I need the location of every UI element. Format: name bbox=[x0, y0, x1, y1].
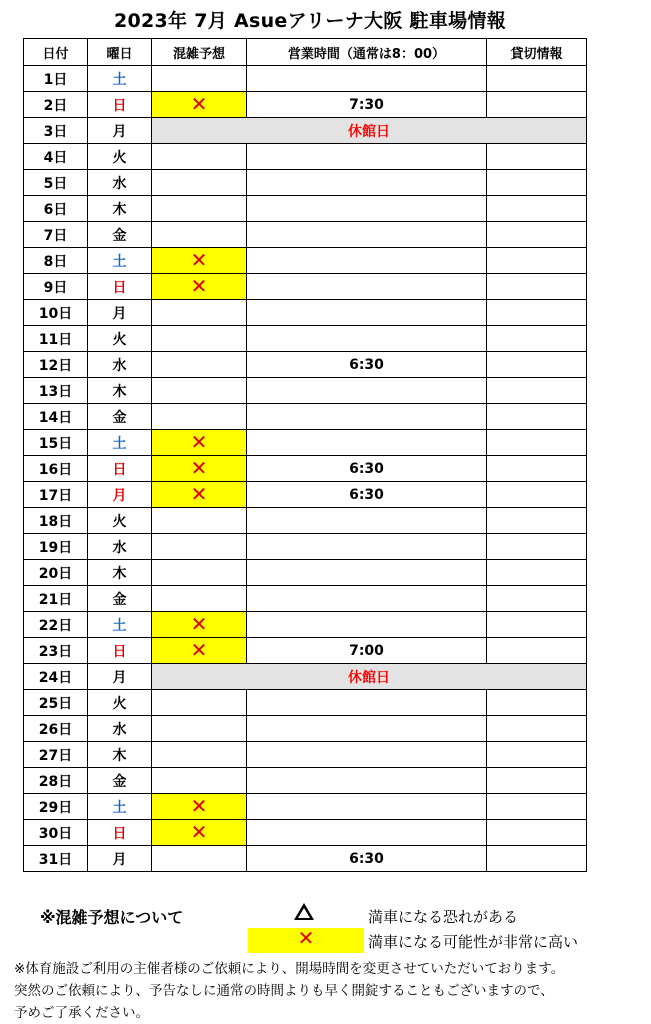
table-row bbox=[24, 820, 587, 846]
hours-cell bbox=[247, 586, 487, 612]
table-row bbox=[24, 274, 587, 300]
congestion-cell bbox=[152, 820, 247, 846]
date-cell: 18日 bbox=[24, 508, 88, 534]
weekday-cell: 金 bbox=[88, 222, 152, 248]
date-cell: 11日 bbox=[24, 326, 88, 352]
table-row bbox=[24, 508, 587, 534]
date-cell: 10日 bbox=[24, 300, 88, 326]
date-cell: 1日 bbox=[24, 66, 88, 92]
rental-cell bbox=[487, 482, 587, 508]
header-congestion: 混雑予想 bbox=[152, 39, 247, 66]
rental-cell bbox=[487, 170, 587, 196]
hours-cell: 6:30 bbox=[247, 352, 487, 378]
congestion-cell bbox=[152, 404, 247, 430]
table-row bbox=[24, 846, 587, 872]
weekday-cell: 土 bbox=[88, 66, 152, 92]
table-body bbox=[24, 66, 587, 872]
date-cell: 28日 bbox=[24, 768, 88, 794]
table-row bbox=[24, 534, 587, 560]
date-cell: 5日 bbox=[24, 170, 88, 196]
congestion-cell bbox=[152, 846, 247, 872]
table-row bbox=[24, 664, 587, 690]
legend-title: ※混雑予想について bbox=[40, 908, 184, 927]
congestion-cell bbox=[152, 144, 247, 170]
weekday-cell: 水 bbox=[88, 716, 152, 742]
table-row bbox=[24, 92, 587, 118]
rental-cell bbox=[487, 742, 587, 768]
table-row bbox=[24, 768, 587, 794]
header-date: 日付 bbox=[24, 39, 88, 66]
date-cell: 27日 bbox=[24, 742, 88, 768]
rental-cell bbox=[487, 430, 587, 456]
date-cell: 12日 bbox=[24, 352, 88, 378]
rental-cell bbox=[487, 92, 587, 118]
date-cell: 17日 bbox=[24, 482, 88, 508]
hours-cell bbox=[247, 66, 487, 92]
congestion-cell bbox=[152, 274, 247, 300]
closed-cell: 休館日 bbox=[152, 118, 587, 144]
hours-cell bbox=[247, 326, 487, 352]
x-mark-icon: ✕ bbox=[190, 482, 208, 506]
date-cell: 29日 bbox=[24, 794, 88, 820]
weekday-cell: 火 bbox=[88, 326, 152, 352]
parking-calendar-table bbox=[23, 38, 587, 872]
congestion-cell bbox=[152, 742, 247, 768]
hours-cell bbox=[247, 820, 487, 846]
date-cell: 20日 bbox=[24, 560, 88, 586]
x-mark-icon: ✕ bbox=[190, 794, 208, 818]
weekday-cell: 木 bbox=[88, 560, 152, 586]
table-row bbox=[24, 248, 587, 274]
weekday-cell: 月 bbox=[88, 846, 152, 872]
hours-cell: 7:00 bbox=[247, 638, 487, 664]
table-row bbox=[24, 482, 587, 508]
x-mark-icon: ✕ bbox=[190, 92, 208, 116]
triangle-icon bbox=[294, 903, 314, 920]
x-mark-icon: ✕ bbox=[297, 926, 315, 950]
weekday-cell: 金 bbox=[88, 586, 152, 612]
congestion-cell bbox=[152, 586, 247, 612]
hours-cell bbox=[247, 794, 487, 820]
date-cell: 24日 bbox=[24, 664, 88, 690]
date-cell: 4日 bbox=[24, 144, 88, 170]
header-hours: 営業時間（通常は8：00） bbox=[247, 39, 487, 66]
congestion-cell bbox=[152, 768, 247, 794]
table-row bbox=[24, 560, 587, 586]
table-row bbox=[24, 66, 587, 92]
date-cell: 23日 bbox=[24, 638, 88, 664]
rental-cell bbox=[487, 820, 587, 846]
hours-cell bbox=[247, 300, 487, 326]
weekday-cell: 土 bbox=[88, 794, 152, 820]
date-cell: 8日 bbox=[24, 248, 88, 274]
legend-x-text: 満車になる可能性が非常に高い bbox=[368, 933, 579, 951]
table-row bbox=[24, 742, 587, 768]
table-row bbox=[24, 690, 587, 716]
date-cell: 15日 bbox=[24, 430, 88, 456]
rental-cell bbox=[487, 638, 587, 664]
date-cell: 30日 bbox=[24, 820, 88, 846]
congestion-cell bbox=[152, 638, 247, 664]
date-cell: 6日 bbox=[24, 196, 88, 222]
congestion-cell bbox=[152, 612, 247, 638]
hours-cell bbox=[247, 430, 487, 456]
rental-cell bbox=[487, 768, 587, 794]
rental-cell bbox=[487, 612, 587, 638]
date-cell: 19日 bbox=[24, 534, 88, 560]
weekday-cell: 月 bbox=[88, 482, 152, 508]
rental-cell bbox=[487, 248, 587, 274]
congestion-cell bbox=[152, 482, 247, 508]
hours-cell bbox=[247, 742, 487, 768]
header-rental: 貸切情報 bbox=[487, 39, 587, 66]
date-cell: 14日 bbox=[24, 404, 88, 430]
hours-cell bbox=[247, 222, 487, 248]
congestion-cell bbox=[152, 508, 247, 534]
hours-cell bbox=[247, 508, 487, 534]
weekday-cell: 火 bbox=[88, 144, 152, 170]
congestion-cell bbox=[152, 248, 247, 274]
weekday-cell: 木 bbox=[88, 196, 152, 222]
weekday-cell: 土 bbox=[88, 248, 152, 274]
rental-cell bbox=[487, 274, 587, 300]
congestion-cell bbox=[152, 378, 247, 404]
congestion-cell bbox=[152, 534, 247, 560]
hours-cell bbox=[247, 170, 487, 196]
table-row bbox=[24, 638, 587, 664]
hours-cell bbox=[247, 248, 487, 274]
weekday-cell: 土 bbox=[88, 430, 152, 456]
table-row bbox=[24, 794, 587, 820]
weekday-cell: 土 bbox=[88, 612, 152, 638]
congestion-cell bbox=[152, 326, 247, 352]
table-row bbox=[24, 170, 587, 196]
date-cell: 21日 bbox=[24, 586, 88, 612]
rental-cell bbox=[487, 586, 587, 612]
x-mark-icon: ✕ bbox=[190, 820, 208, 844]
hours-cell bbox=[247, 534, 487, 560]
weekday-cell: 日 bbox=[88, 820, 152, 846]
table-row bbox=[24, 612, 587, 638]
congestion-cell bbox=[152, 430, 247, 456]
closed-cell: 休館日 bbox=[152, 664, 587, 690]
x-mark-icon: ✕ bbox=[190, 456, 208, 480]
x-mark-icon: ✕ bbox=[190, 612, 208, 636]
date-cell: 26日 bbox=[24, 716, 88, 742]
date-cell: 31日 bbox=[24, 846, 88, 872]
rental-cell bbox=[487, 66, 587, 92]
table-row bbox=[24, 144, 587, 170]
congestion-cell bbox=[152, 560, 247, 586]
rental-cell bbox=[487, 794, 587, 820]
hours-cell: 6:30 bbox=[247, 456, 487, 482]
date-cell: 9日 bbox=[24, 274, 88, 300]
date-cell: 25日 bbox=[24, 690, 88, 716]
date-cell: 7日 bbox=[24, 222, 88, 248]
congestion-cell bbox=[152, 716, 247, 742]
weekday-cell: 水 bbox=[88, 170, 152, 196]
congestion-cell bbox=[152, 352, 247, 378]
note-line: ※体育施設ご利用の主催者様のご依頼により、開場時間を変更させていただいております。 bbox=[14, 961, 565, 977]
rental-cell bbox=[487, 690, 587, 716]
x-mark-icon: ✕ bbox=[190, 248, 208, 272]
weekday-cell: 水 bbox=[88, 534, 152, 560]
table-row bbox=[24, 430, 587, 456]
rental-cell bbox=[487, 378, 587, 404]
weekday-cell: 木 bbox=[88, 378, 152, 404]
hours-cell bbox=[247, 404, 487, 430]
hours-cell bbox=[247, 378, 487, 404]
hours-cell bbox=[247, 560, 487, 586]
congestion-cell bbox=[152, 794, 247, 820]
hours-cell: 6:30 bbox=[247, 846, 487, 872]
rental-cell bbox=[487, 560, 587, 586]
rental-cell bbox=[487, 326, 587, 352]
rental-cell bbox=[487, 196, 587, 222]
weekday-cell: 月 bbox=[88, 300, 152, 326]
legend-triangle-text: 満車になる恐れがある bbox=[368, 908, 519, 926]
rental-cell bbox=[487, 456, 587, 482]
x-mark-icon: ✕ bbox=[190, 430, 208, 454]
hours-cell bbox=[247, 274, 487, 300]
rental-cell bbox=[487, 144, 587, 170]
table-row bbox=[24, 118, 587, 144]
rental-cell bbox=[487, 534, 587, 560]
date-cell: 22日 bbox=[24, 612, 88, 638]
weekday-cell: 月 bbox=[88, 664, 152, 690]
weekday-cell: 日 bbox=[88, 456, 152, 482]
table-row bbox=[24, 586, 587, 612]
weekday-cell: 日 bbox=[88, 274, 152, 300]
table-row bbox=[24, 300, 587, 326]
congestion-cell bbox=[152, 690, 247, 716]
hours-cell bbox=[247, 196, 487, 222]
hours-cell bbox=[247, 716, 487, 742]
congestion-cell bbox=[152, 300, 247, 326]
weekday-cell: 日 bbox=[88, 92, 152, 118]
weekday-cell: 日 bbox=[88, 638, 152, 664]
x-mark-icon: ✕ bbox=[190, 274, 208, 298]
weekday-cell: 火 bbox=[88, 690, 152, 716]
table-header-row bbox=[24, 39, 587, 66]
rental-cell bbox=[487, 404, 587, 430]
table-row bbox=[24, 716, 587, 742]
table-row bbox=[24, 196, 587, 222]
hours-cell bbox=[247, 144, 487, 170]
rental-cell bbox=[487, 300, 587, 326]
table-row bbox=[24, 326, 587, 352]
rental-cell bbox=[487, 846, 587, 872]
weekday-cell: 水 bbox=[88, 352, 152, 378]
congestion-cell bbox=[152, 456, 247, 482]
hours-cell bbox=[247, 612, 487, 638]
table-row bbox=[24, 404, 587, 430]
notes bbox=[14, 958, 564, 1024]
rental-cell bbox=[487, 716, 587, 742]
hours-cell: 7:30 bbox=[247, 92, 487, 118]
legend-x-swatch bbox=[248, 928, 364, 953]
weekday-cell: 火 bbox=[88, 508, 152, 534]
congestion-cell bbox=[152, 66, 247, 92]
congestion-cell bbox=[152, 170, 247, 196]
date-cell: 13日 bbox=[24, 378, 88, 404]
note-line: 予めご了承ください。 bbox=[14, 1005, 149, 1021]
table-row bbox=[24, 222, 587, 248]
date-cell: 3日 bbox=[24, 118, 88, 144]
rental-cell bbox=[487, 508, 587, 534]
weekday-cell: 木 bbox=[88, 742, 152, 768]
congestion-cell bbox=[152, 92, 247, 118]
table-row bbox=[24, 378, 587, 404]
rental-cell bbox=[487, 222, 587, 248]
congestion-cell bbox=[152, 222, 247, 248]
weekday-cell: 金 bbox=[88, 768, 152, 794]
x-mark-icon: ✕ bbox=[190, 638, 208, 662]
date-cell: 16日 bbox=[24, 456, 88, 482]
date-cell: 2日 bbox=[24, 92, 88, 118]
hours-cell bbox=[247, 690, 487, 716]
congestion-cell bbox=[152, 196, 247, 222]
table-row bbox=[24, 456, 587, 482]
table-row bbox=[24, 352, 587, 378]
note-line: 突然のご依頼により、予告なしに通常の時間よりも早く開錠することもございますので、 bbox=[14, 983, 554, 999]
page-title: 2023年 7月 Asueアリーナ大阪 駐車場情報 bbox=[113, 10, 507, 32]
weekday-cell: 月 bbox=[88, 118, 152, 144]
weekday-cell: 金 bbox=[88, 404, 152, 430]
header-weekday: 曜日 bbox=[88, 39, 152, 66]
hours-cell: 6:30 bbox=[247, 482, 487, 508]
rental-cell bbox=[487, 352, 587, 378]
hours-cell bbox=[247, 768, 487, 794]
